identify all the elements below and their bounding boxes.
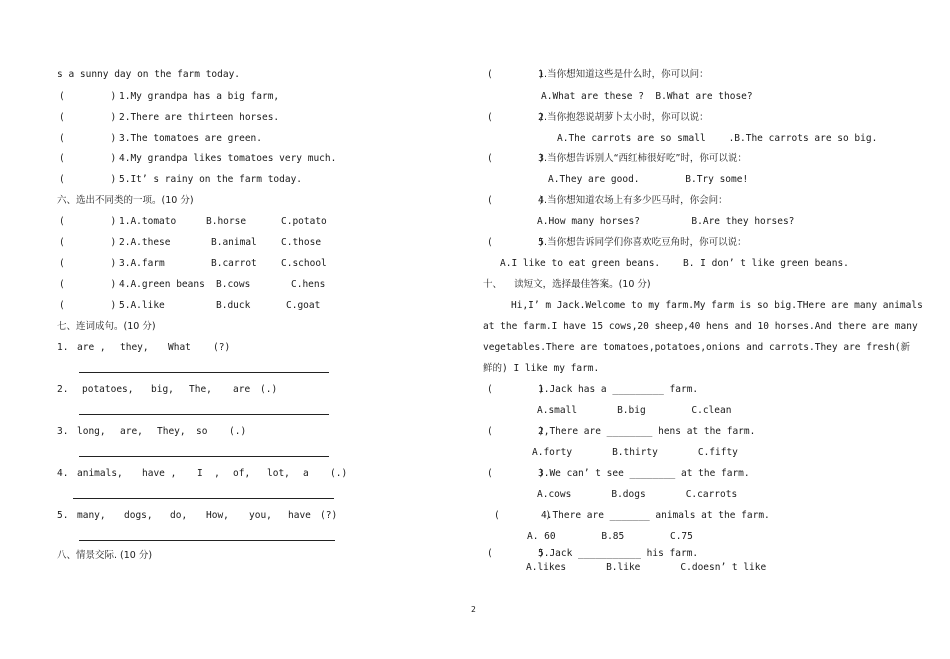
reading-paren[interactable]: ( ) bbox=[494, 510, 552, 521]
word-token: How, bbox=[206, 510, 229, 521]
section-7-title: 七、连词成句。(10 分) bbox=[57, 321, 156, 332]
reading-options: A. 60 B.85 C.75 bbox=[527, 531, 693, 542]
situation-options: A.They are good. B.Try some! bbox=[548, 174, 749, 185]
reading-question: 2,There are ________ hens at the farm. bbox=[538, 426, 756, 437]
situation-paren[interactable]: ( ) bbox=[487, 153, 545, 164]
answer-line[interactable] bbox=[73, 498, 334, 499]
word-token: so bbox=[196, 426, 208, 437]
section-8-title: 八、情景交际. (10 分) bbox=[57, 550, 153, 561]
word-token: big, bbox=[151, 384, 174, 395]
word-token: (?) bbox=[213, 342, 231, 353]
word-token: many, bbox=[77, 510, 106, 521]
word-order-number: 3. bbox=[57, 426, 69, 437]
reading-question: 5.Jack ___________ his farm. bbox=[538, 548, 699, 559]
odd-option-c: C.those bbox=[281, 237, 322, 248]
odd-option-c: C.goat bbox=[286, 300, 321, 311]
odd-option-c: C.potato bbox=[281, 216, 327, 227]
reading-options: A.cows B.dogs C.carrots bbox=[537, 489, 738, 500]
answer-line[interactable] bbox=[79, 540, 335, 541]
answer-line[interactable] bbox=[79, 372, 329, 373]
word-order-number: 2. bbox=[57, 384, 69, 395]
odd-option-c: C.school bbox=[281, 258, 327, 269]
word-token: are , bbox=[77, 342, 106, 353]
answer-line[interactable] bbox=[79, 414, 329, 415]
reading-paren[interactable]: ( ) bbox=[487, 548, 545, 559]
situation-paren[interactable]: ( ) bbox=[487, 195, 545, 206]
reading-question: 1.Jack has a _________ farm. bbox=[538, 384, 699, 395]
situation-question: 4.当你想知道农场上有多少匹马时，你会问： bbox=[538, 195, 728, 206]
section-10-title: 十、 读短文，选择最佳答案。(10 分) bbox=[483, 279, 651, 290]
situation-question: 1.当你想知道这些是什么时，你可以问： bbox=[538, 69, 709, 80]
odd-paren[interactable]: ( ) bbox=[59, 300, 117, 311]
odd-option-a: 5.A.like bbox=[119, 300, 165, 311]
situation-question: 5.当你想告诉同学们你喜欢吃豆角时，你可以说： bbox=[538, 237, 747, 248]
tf-paren[interactable]: ( ) bbox=[59, 91, 117, 102]
tf-paren[interactable]: ( ) bbox=[59, 153, 117, 164]
section-6-title: 六、选出不同类的一项。(10 分) bbox=[57, 195, 194, 206]
word-token: They, bbox=[157, 426, 186, 437]
reading-paren[interactable]: ( ) bbox=[487, 426, 545, 437]
situation-question: 2.当你抱怨说胡萝卜太小时，你可以说： bbox=[538, 112, 709, 123]
word-token: (.) bbox=[260, 384, 278, 395]
word-order-number: 1. bbox=[57, 342, 69, 353]
word-token: they, bbox=[120, 342, 149, 353]
word-token: lot, bbox=[267, 468, 290, 479]
odd-paren[interactable]: ( ) bbox=[59, 279, 117, 290]
word-token: are bbox=[233, 384, 251, 395]
situation-options: A.How many horses? B.Are they horses? bbox=[537, 216, 795, 227]
word-token: What bbox=[168, 342, 191, 353]
odd-option-b: B.animal bbox=[211, 237, 257, 248]
reading-passage-line: vegetables.There are tomatoes,potatoes,onions and carrots.They are fresh(新 bbox=[483, 342, 911, 353]
odd-option-b: B.horse bbox=[206, 216, 247, 227]
tf-statement: 4.My grandpa likes tomatoes very much. bbox=[119, 153, 337, 164]
reading-passage-line: Hi,I’ m Jack.Welcome to my farm.My farm is so big.THere are many animals bbox=[511, 300, 923, 311]
situation-paren[interactable]: ( ) bbox=[487, 112, 545, 123]
word-token: have bbox=[288, 510, 311, 521]
word-token: (?) bbox=[320, 510, 338, 521]
word-token: do, bbox=[170, 510, 188, 521]
odd-option-a: 4.A.green beans bbox=[119, 279, 205, 290]
word-token: (.) bbox=[330, 468, 348, 479]
tf-paren[interactable]: ( ) bbox=[59, 112, 117, 123]
odd-option-b: B.carrot bbox=[211, 258, 257, 269]
reading-passage-line: 鲜的) I like my farm. bbox=[483, 363, 600, 374]
odd-option-a: 1.A.tomato bbox=[119, 216, 177, 227]
word-order-number: 4. bbox=[57, 468, 69, 479]
word-token: you, bbox=[249, 510, 272, 521]
word-token: potatoes, bbox=[82, 384, 134, 395]
odd-option-b: B.cows bbox=[216, 279, 251, 290]
situation-question: 3.当你想告诉别人“西红柿很好吃”时，你可以说： bbox=[538, 153, 747, 164]
odd-paren[interactable]: ( ) bbox=[59, 258, 117, 269]
word-token: of, bbox=[233, 468, 251, 479]
situation-options: A.What are these ? B.What are those? bbox=[541, 91, 753, 102]
word-token: a bbox=[303, 468, 309, 479]
page-number: 2 bbox=[471, 605, 476, 614]
word-token: I , bbox=[197, 468, 220, 479]
situation-paren[interactable]: ( ) bbox=[487, 237, 545, 248]
tf-statement: 2.There are thirteen horses. bbox=[119, 112, 280, 123]
odd-paren[interactable]: ( ) bbox=[59, 237, 117, 248]
situation-options: A.The carrots are so small .B.The carrots are so big. bbox=[557, 133, 878, 144]
reading-passage-line: at the farm.I have 15 cows,20 sheep,40 hens and 10 horses.And there are many bbox=[483, 321, 918, 332]
answer-line[interactable] bbox=[79, 456, 329, 457]
word-token: have , bbox=[142, 468, 177, 479]
tf-paren[interactable]: ( ) bbox=[59, 133, 117, 144]
tf-paren[interactable]: ( ) bbox=[59, 174, 117, 185]
reading-paren[interactable]: ( ) bbox=[487, 468, 545, 479]
passage-end-line: s a sunny day on the farm today. bbox=[57, 69, 241, 80]
word-token: are, bbox=[120, 426, 143, 437]
reading-question: 4.There are _______ animals at the farm. bbox=[541, 510, 770, 521]
reading-question: 3.We can’ t see ________ at the farm. bbox=[538, 468, 750, 479]
word-token: (.) bbox=[229, 426, 247, 437]
tf-statement: 5.It’ s rainy on the farm today. bbox=[119, 174, 303, 185]
tf-statement: 1.My grandpa has a big farm, bbox=[119, 91, 280, 102]
situation-paren[interactable]: ( ) bbox=[487, 69, 545, 80]
reading-options: A.likes B.like C.doesn’ t like bbox=[526, 562, 767, 573]
word-token: long, bbox=[77, 426, 106, 437]
odd-option-b: B.duck bbox=[216, 300, 251, 311]
word-token: animals, bbox=[77, 468, 123, 479]
reading-options: A.forty B.thirty C.fifty bbox=[532, 447, 738, 458]
odd-option-a: 2.A.these bbox=[119, 237, 171, 248]
odd-paren[interactable]: ( ) bbox=[59, 216, 117, 227]
word-token: dogs, bbox=[124, 510, 153, 521]
word-token: The, bbox=[189, 384, 212, 395]
tf-statement: 3.The tomatoes are green. bbox=[119, 133, 262, 144]
reading-paren[interactable]: ( ) bbox=[487, 384, 545, 395]
reading-options: A.small B.big C.clean bbox=[537, 405, 732, 416]
word-order-number: 5. bbox=[57, 510, 69, 521]
odd-option-c: C.hens bbox=[291, 279, 326, 290]
situation-options: A.I like to eat green beans. B. I don’ t like green beans. bbox=[500, 258, 849, 269]
odd-option-a: 3.A.farm bbox=[119, 258, 165, 269]
